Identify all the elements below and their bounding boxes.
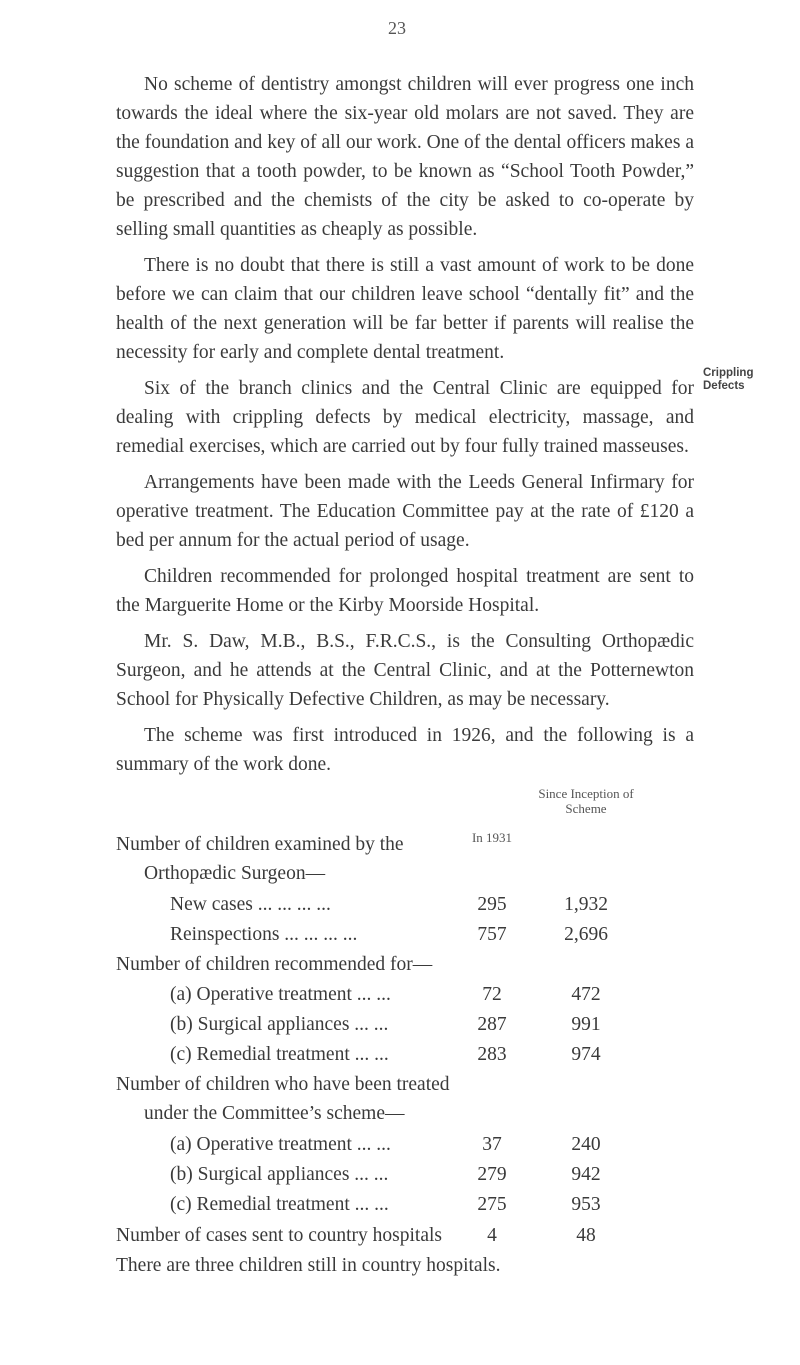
value-since-inception: 953 [571, 1194, 601, 1215]
paragraph-consulting-surgeon: Mr. S. Daw, M.B., B.S., F.R.C.S., is the Consulting Orthopædic Surgeon, and he attends at the Central Clinic, and at the Potternewton School for Physically Defective Children, as may be necessary. [116, 631, 694, 710]
row-label: (a) Operative treatment ... ... [170, 1134, 391, 1155]
closing-note: There are three children still in country hospitals. [116, 1255, 501, 1276]
row-label: (a) Operative treatment ... ... [170, 984, 391, 1005]
table-row [116, 830, 694, 859]
value-since-inception: 991 [571, 1014, 601, 1035]
table-row [116, 950, 694, 979]
paragraph-branch-clinics: Six of the branch clinics and the Central Clinic are equipped for dealing with crippling defects by medical electricity, massage, and remedial exercises, which are carried out by four fully trained masseuses. [116, 378, 694, 457]
row-label: New cases ... ... ... ... [170, 894, 331, 915]
value-1931: 295 [477, 894, 507, 915]
table-row [116, 1160, 694, 1189]
value-since-inception: 942 [571, 1164, 601, 1185]
table-row [116, 1099, 694, 1128]
value-1931: 287 [477, 1014, 507, 1035]
paragraph-summary-intro: The scheme was first introduced in 1926, and the following is a summary of the work done. [116, 725, 694, 775]
value-1931: 72 [482, 984, 502, 1005]
value-1931: 283 [477, 1044, 507, 1065]
row-label: Orthopædic Surgeon— [144, 863, 326, 884]
table-row [116, 920, 694, 949]
row-label: under the Committee’s scheme— [144, 1103, 405, 1124]
row-label: (c) Remedial treatment ... ... [170, 1194, 389, 1215]
table-row [116, 1190, 694, 1219]
table-row [116, 859, 694, 888]
body-text [116, 70, 694, 779]
table-row [116, 1070, 694, 1099]
row-label: Number of children recommended for— [116, 954, 433, 975]
table-row [116, 1040, 694, 1069]
row-label: Number of children examined by the [116, 834, 404, 855]
row-label: Number of children who have been treated [116, 1074, 450, 1095]
value-since-inception: 240 [571, 1134, 601, 1155]
table-row [116, 1130, 694, 1159]
value-since-inception: 1,932 [564, 894, 608, 915]
row-label: Number of cases sent to country hospitals [116, 1225, 443, 1246]
value-1931: 279 [477, 1164, 507, 1185]
value-1931: 37 [482, 1134, 502, 1155]
value-1931: 275 [477, 1194, 507, 1215]
row-label: Reinspections ... ... ... ... [170, 924, 358, 945]
paragraph-dental-fitness: There is no doubt that there is still a vast amount of work to be done before we can claim that our children leave school “dentally fit” and the health of the next generation will be far better if parents will realise the necessity for early and complete dental treatment. [116, 255, 694, 363]
value-1931: 4 [487, 1225, 497, 1246]
page-number: 23 [388, 18, 406, 38]
row-label: (b) Surgical appliances ... ... [170, 1164, 389, 1185]
column-header-since-inception: Since Inception of Scheme [538, 786, 634, 816]
paragraph-infirmary: Arrangements have been made with the Leeds General Infirmary for operative treatment. The Education Committee pay at the rate of £120 a bed per annum for the actual period of usage. [116, 472, 694, 551]
row-label: (b) Surgical appliances ... ... [170, 1014, 389, 1035]
paragraph-hospital-treatment: Children recommended for prolonged hospital treatment are sent to the Marguerite Home or the Kirby Moorside Hospital. [116, 566, 694, 616]
value-1931: 757 [477, 924, 507, 945]
table-row [116, 1010, 694, 1039]
value-since-inception: 2,696 [564, 924, 608, 945]
value-since-inception: 472 [571, 984, 601, 1005]
table-row [116, 890, 694, 919]
value-since-inception: 974 [571, 1044, 601, 1065]
value-since-inception: 48 [576, 1225, 596, 1246]
paragraph-dentistry: No scheme of dentistry amongst children will ever progress one inch towards the ideal where the six-year old molars are not saved. They are the foundation and key of all our work. One of the dental officers makes a suggestion that a tooth powder, to be known as “School Tooth Powder,” be prescribed and the chemists of the city be asked to co-operate by selling small quantities as cheaply as possible. [116, 74, 694, 240]
table-row [116, 980, 694, 1009]
margin-note-crippling-defects: Crippling Defects [703, 367, 754, 392]
table-row [116, 1221, 694, 1250]
column-header-1931: In 1931 [471, 830, 513, 845]
row-label: (c) Remedial treatment ... ... [170, 1044, 389, 1065]
